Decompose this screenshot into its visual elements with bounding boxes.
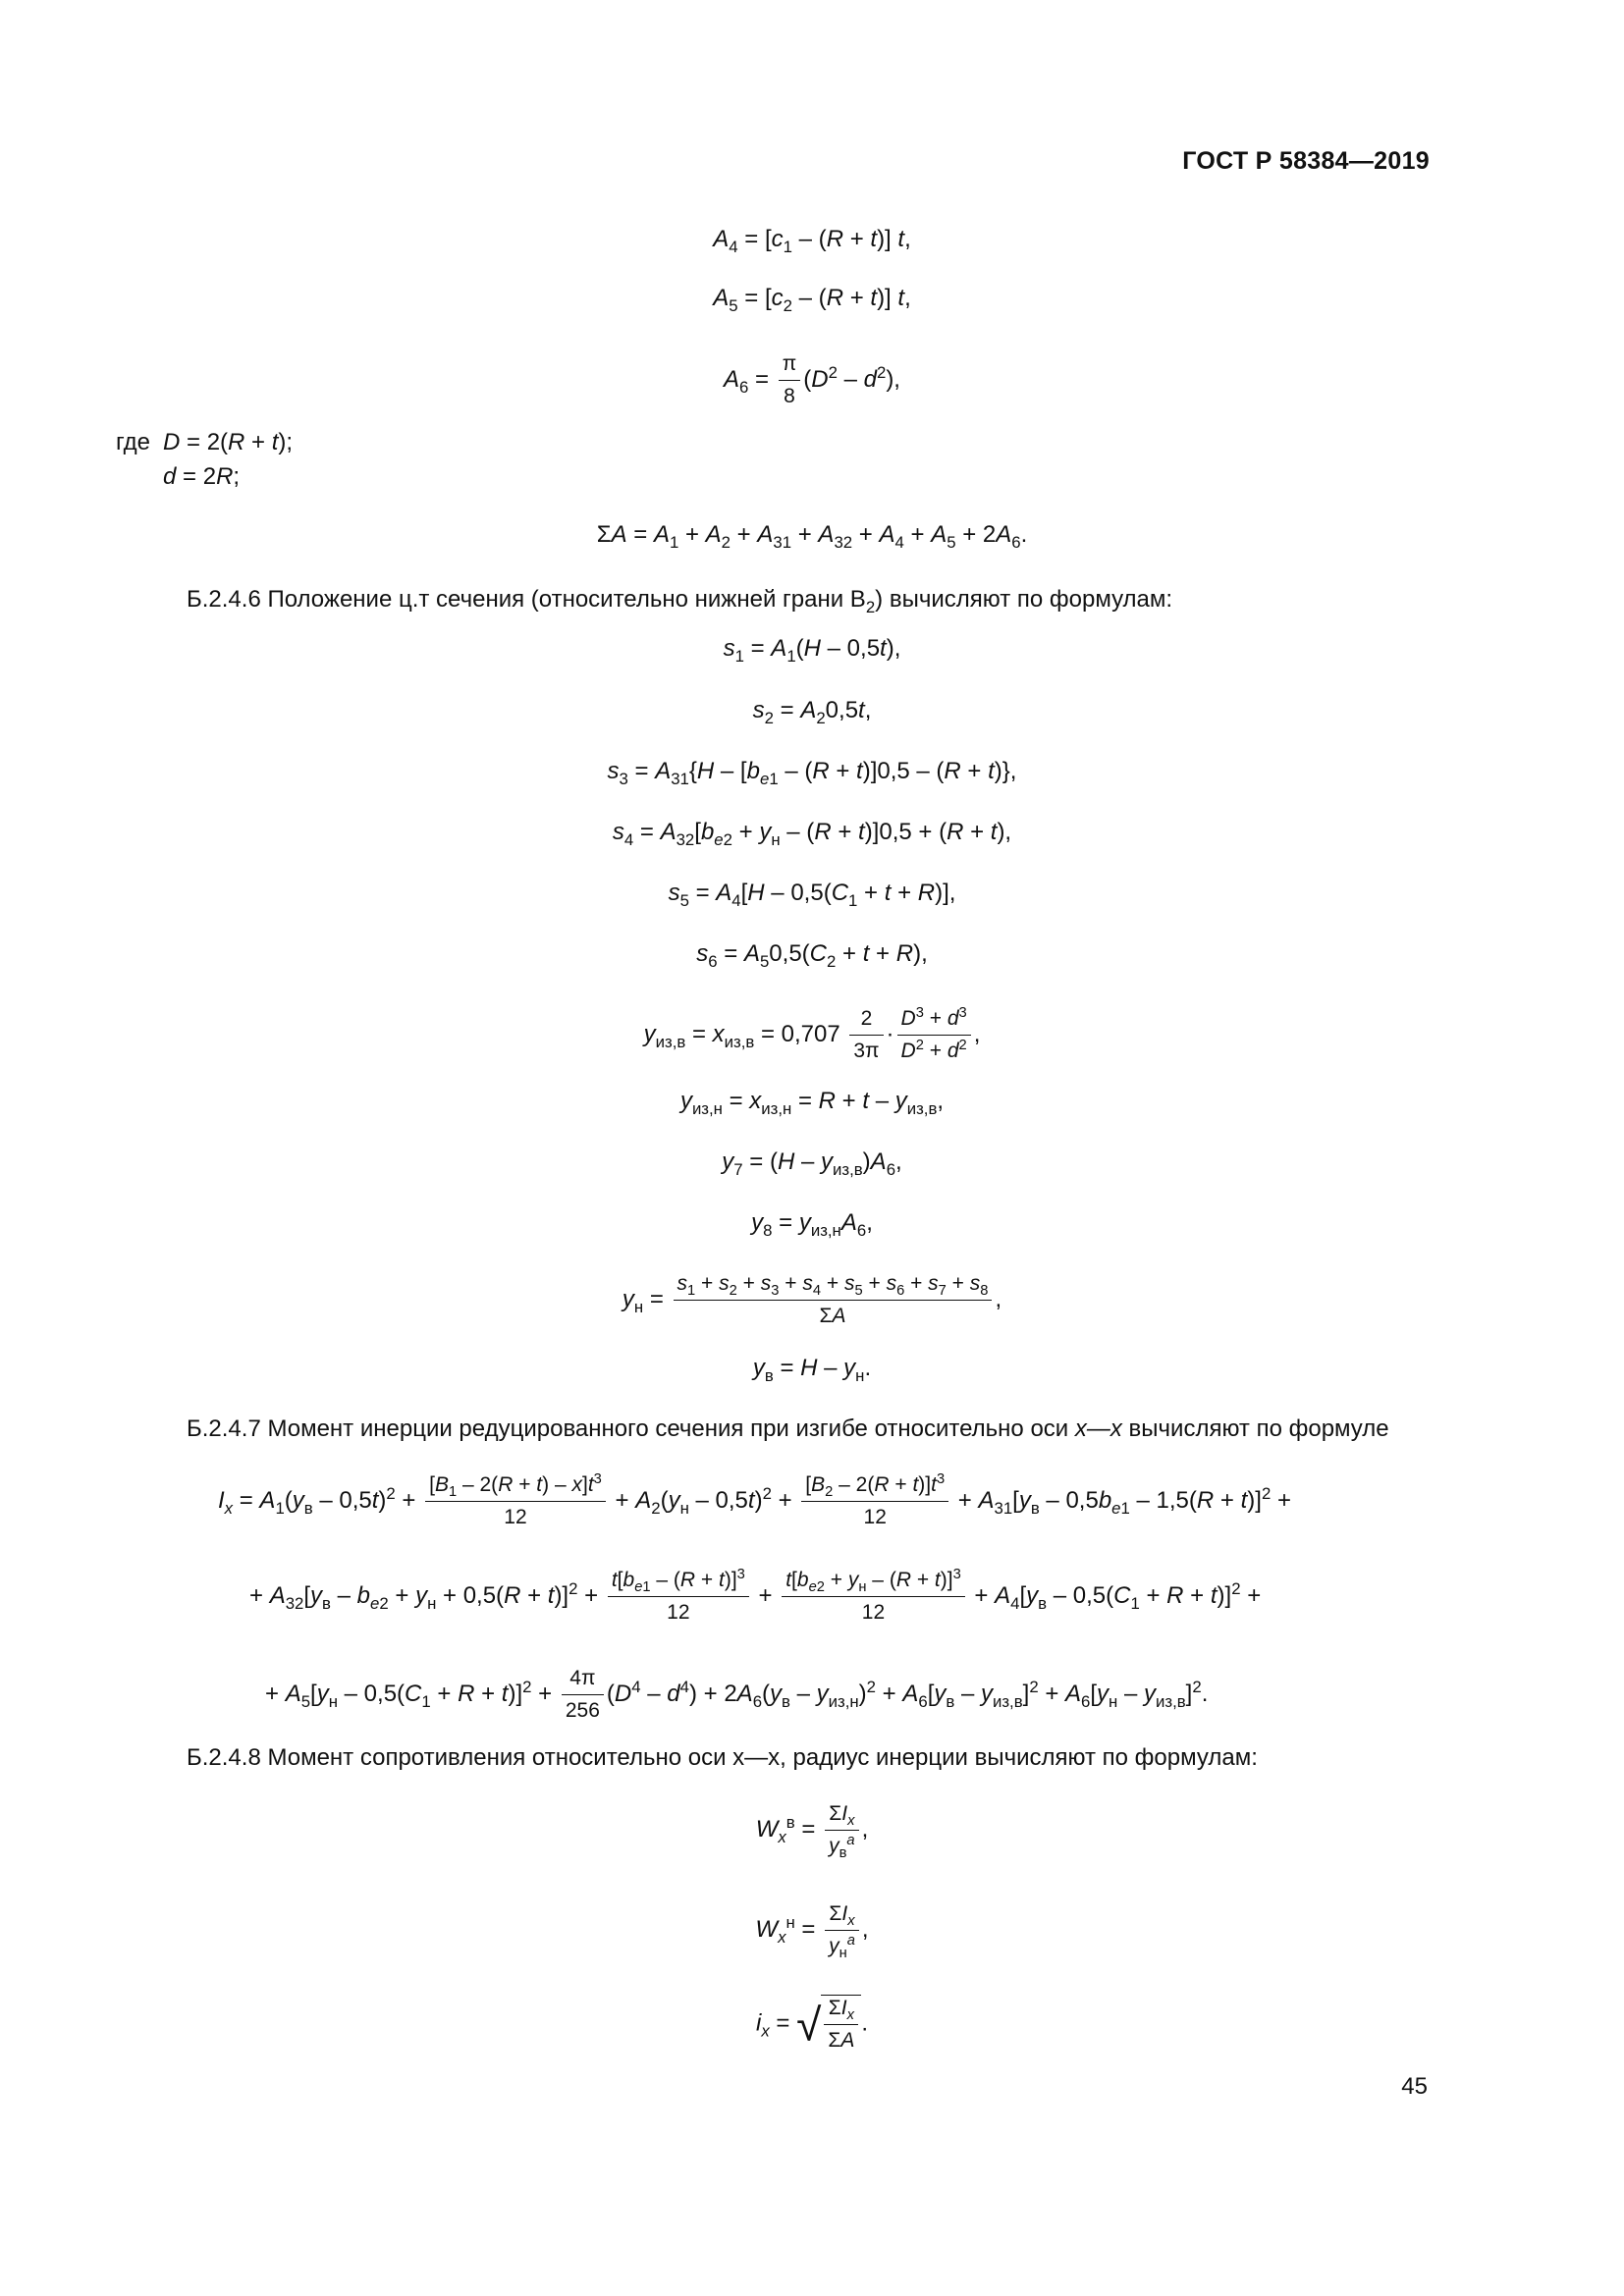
formula-sum-a: $\Sigma A = A_1 + A_2 + A_{31} + A_{32} + A_4 + A_5 + 2A_6$.: [596, 521, 1028, 552]
formula-s5: $s_5 = A_4[H - 0,5(C_1 + t + R)]$,: [668, 880, 956, 910]
formula-wx-v: $W_x^в$ = $\frac{\Sigma I_x}{y_в^a}$ ,: [755, 1802, 869, 1862]
where-label: где: [116, 429, 151, 455]
formula-s6: $s_6 = A_50,5(C_2 + t + R)$,: [696, 940, 928, 971]
paragraph-b-2-4-8: Б.2.4.8 Момент сопротивления относительно оси x—x, радиус инерции вычисляют по формулам:: [187, 1744, 1258, 1771]
formula-s3: $s_3 = A_{31}\{H - [b_{e1} - (R + t)]0,5 - (R + t)\}$,: [607, 758, 1017, 788]
where-d-small: d = 2R;: [163, 463, 241, 490]
formula-wx-n: $W_x^н$ = $\frac{\Sigma I_x}{y_н^a}$ ,: [755, 1902, 869, 1962]
paragraph-b-2-4-7: Б.2.4.7 Момент инерции редуцированного сечения при изгибе относительно оси x—x вычисляют по формуле: [187, 1415, 1389, 1442]
paragraph-b-2-4-6: Б.2.4.6 Положение ц.т сечения (относительно нижней грани $B_2$) вычисляют по формулам:: [187, 586, 1173, 616]
page-number: 45: [1401, 2073, 1428, 2100]
formula-ix-radius: $i_x$ = √ $\frac{\Sigma I_x}{\Sigma A}$ .: [0, 1995, 1624, 2055]
formula-s2: $s_2 = A_20,5t$,: [752, 697, 872, 727]
formula-ix-line1: $I_x = A_1(y_в - 0,5t)^2$ + $\frac{[B_1 - 2(R + t) - x]t^3}{12}$ + $A_2(y_н - 0,5t)^2$ + $\frac{[B_2 - 2(R + t)]t^3}{12}$ + $A_{31}[y_в - 0,5b_{e1} - 1,5(R + t)]^2$ +: [218, 1470, 1291, 1529]
formula-y7: $y_7 = (H - y_{из,в})A_6$,: [722, 1148, 902, 1179]
document-code: ГОСТ Р 58384—2019: [1182, 147, 1430, 175]
formula-s1: $s_1 = A_1(H - 0,5t)$,: [723, 635, 901, 666]
formula-s4: $s_4 = A_{32}[b_{e2} + y_н - (R + t)]0,5 + (R + t)$,: [612, 819, 1012, 849]
formula-y-n: $y_н$ = $\frac{s_1 + s_2 + s_3 + s_4 + s_5 + s_6 + s_7 + s_8}{\Sigma A}$ ,: [622, 1272, 1002, 1328]
formula-a5: $A_5 = [c_2 - (R + t)]$ t,: [713, 285, 911, 315]
where-d-big: D = 2(R + t);: [163, 429, 294, 455]
formula-ix-line2: + $A_{32}[y_в - b_{e2} + y_н + 0,5(R + t)]^2$ + $\frac{t[b_{e1} - (R + t)]^3}{12}$ + $\frac{t[b_{e2} + y_н - (R + t)]^3}{12}$ + $A_4[y_в - 0,5(C_1 + R + t)]^2$ +: [249, 1566, 1262, 1625]
formula-y8: $y_8 = y_{из,н}A_6$,: [751, 1209, 873, 1240]
formula-y-iz-v: $y_{из,в} = x_{из,в} = 0,707$ $\frac{2}{3\pi}$ · $\frac{D^3 + d^3}{D^2 + d^2}$ ,: [643, 1004, 981, 1063]
formula-y-iz-n: $y_{из,н} = x_{из,н} = R + t - y_{из,в}$,: [679, 1088, 945, 1118]
formula-a4: $A_4 = [c_1 - (R + t)]$ t,: [713, 226, 911, 256]
formula-a6: $A_6$ = $\frac{\pi}{8}$ $(D^2 - d^2)$,: [724, 352, 900, 408]
formula-ix-line3: + $A_5[y_н - 0,5(C_1 + R + t)]^2$ + $\frac{4\pi}{256}$ $(D^4 - d^4) + 2A_6(y_в - y_{из,н})^2 + A_6[y_в - y_{из,в}]^2 + A_6[y_н - y_{из,в}]^2$.: [265, 1667, 1209, 1723]
formula-y-v: $y_в = H - y_н$.: [752, 1355, 872, 1385]
